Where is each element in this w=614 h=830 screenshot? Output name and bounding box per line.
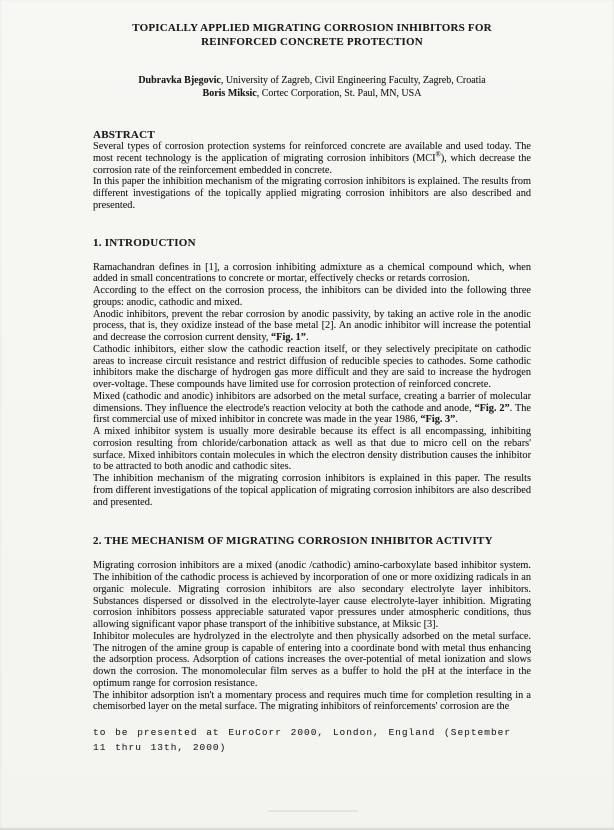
registered-trademark-symbol: ® [435,150,441,159]
abstract-heading: ABSTRACT [93,129,155,141]
figure-3-reference: “Fig. 3” [420,414,456,426]
intro-paragraph-5: Mixed (cathodic and anodic) inhibitors are adsorbed on the metal surface, creating a barrier of molecular dimensions. They influence the electrode's reaction velocity at both the cathode and anode, “Fig. 2”. The first commercial use of mixed inhibitor in concrete was made in the year 1986, “Fig. 3”. [93,390,531,426]
author-affiliation-2: , Cortec Corporation, St. Paul, MN, USA [256,88,422,99]
author-affiliation-1: , University of Zagreb, Civil Engineering Faculty, Zagreb, Croatia [220,75,486,86]
presentation-note-line-1: to be presented at EuroCorr 2000, London, England (September [93,727,512,738]
author-name-1: Dubravka Bjegovic [138,75,221,86]
abstract-paragraph-2: In this paper the inhibition mechanism of the migrating corrosion inhibitors is explained. The results from different investigations of the topically applied migrating corrosion inhibitors are also described and presented. [93,176,531,211]
scan-artifact [268,810,358,812]
intro-paragraph-4: Cathodic inhibitors, either slow the cathodic reaction itself, or they selectively precipitate on cathodic areas to increase circuit resistance and restrict diffusion of reducible species to cathodes. Some cathodic inhibitors make the discharge of hydrogen gas more difficult and they are said to increase the hydrogen over-voltage. These compounds have limited use for corrosion protection of reinforced concrete. [93,343,531,390]
author-block [93,74,531,100]
mechanism-paragraph-3: The inhibitor adsorption isn't a momentary process and requires much time for completion resulting in a chemisorbed layer on the metal surface. The migrating inhibitors of reinforcements' corrosion are the [93,689,531,713]
intro-paragraph-3: Anodic inhibitors, prevent the rebar corrosion by anodic passivity, by taking an active role in the anodic process, that is, they oxidize instead of the base metal [2]. An anodic inhibitor will increase the potential and decrease the corrosion current density, “Fig. 1”. [93,308,531,343]
abstract-body [93,141,531,212]
intro-paragraph-2: According to the effect on the corrosion process, the inhibitors can be divided into the following three groups: anodic, cathodic and mixed. [93,285,531,308]
figure-1-reference: “Fig. 1” [271,332,306,343]
presentation-note [93,726,531,755]
mechanism-heading: 2. THE MECHANISM OF MIGRATING CORROSION INHIBITOR ACTIVITY [93,535,493,548]
presentation-note-line-2: 11 thru 13th, 2000) [93,741,227,753]
author-line-1 [93,74,531,87]
title-line-2: REINFORCED CONCRETE PROTECTION [201,35,423,48]
intro-paragraph-6: A mixed inhibitor system is usually more desirable because its effect is all encompassing, inhibiting corrosion resulting from chloride/carbonation attack as well as that due to micro cell on the rebars' surface. Mixed inhibitors contain molecules in which the electron density distribution causes the inhibitor to be attracted to both anodic and cathodic sites. [93,426,531,473]
intro-paragraph-7: The inhibition mechanism of the migrating corrosion inhibitors is explained in this paper. The results from different investigations of the topical application of migrating corrosion inhibitors are also described and presented. [93,473,531,508]
mechanism-body [93,560,531,713]
introduction-heading: 1. INTRODUCTION [93,236,196,249]
mechanism-paragraph-1: Migrating corrosion inhibitors are a mixed (anodic /cathodic) amino-carboxylate based inhibitor system. The inhibition of the cathodic process is achieved by incorporation of one or more oxidizing radicals in an organic molecule. Migrating corrosion inhibitors are also secondary electrolyte layer inhibitors. Substances dispersed or dissolved in the electrolyte-layer cause electrolyte-layer inhibition. Migrating corrosion inhibitors possess appreciable saturated vapor pressures under atmospheric conditions, thus allowing significant vapor phase transport of the inhibitive substance, at Miksic [3]. [93,560,531,630]
abstract-paragraph-1: Several types of corrosion protection systems for reinforced concrete are available and used today. The most recent technology is the application of migrating corrosion inhibitors (MCI®), which decrease the corrosion rate of the reinforcement embedded in concrete. [93,141,532,176]
author-name-2: Boris Miksic [202,88,257,99]
intro-paragraph-1: Ramachandran defines in [1], a corrosion inhibiting admixture as a chemical compound which, when added in small concentrations to concrete or mortar, effectively checks or retards corrosion. [93,261,531,285]
mechanism-paragraph-2: Inhibitor molecules are hydrolyzed in the electrolyte and then physically adsorbed on the metal surface. The nitrogen of the amine group is capable of entering into a coordinate bond with metal thus enhancing the adsorption process. Adsorption of cations increases the over-potential of metal ionization and slows down the corrosion. The monomolecular film serves as a buffer to hold the pH at the interface in the optimum range for corrosion resistance. [93,630,531,689]
title-line-1: TOPICALLY APPLIED MIGRATING CORROSION INHIBITORS FOR [132,22,492,34]
page-title [93,22,531,49]
figure-2-reference: “Fig. 2” [474,402,510,414]
author-line-2 [93,87,531,100]
introduction-body [93,262,531,509]
